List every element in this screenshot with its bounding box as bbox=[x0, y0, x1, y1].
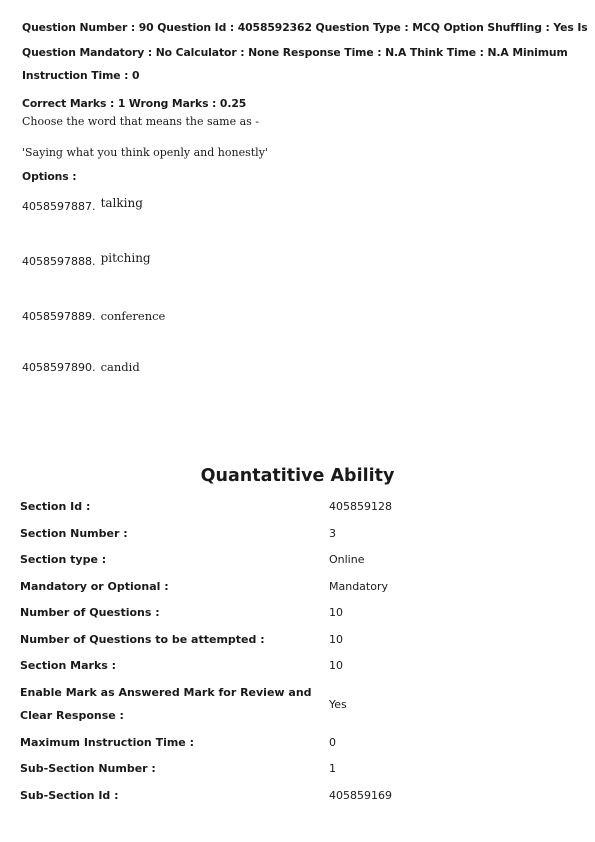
num-questions-value: 10 bbox=[329, 606, 343, 619]
section-marks-value: 10 bbox=[329, 659, 343, 672]
sub-section-id-value: 405859169 bbox=[329, 789, 392, 802]
option-id: 4058597889. bbox=[22, 310, 96, 323]
sub-section-number-value: 1 bbox=[329, 762, 336, 775]
mandatory-value: Mandatory bbox=[329, 580, 389, 593]
section-number-value: 3 bbox=[329, 527, 336, 540]
section-number-label: Section Number : bbox=[20, 527, 128, 540]
option-1[interactable] bbox=[22, 195, 143, 214]
question-marks: Correct Marks : 1 Wrong Marks : 0.25 bbox=[22, 97, 247, 110]
sub-section-id-label: Sub-Section Id : bbox=[20, 789, 119, 802]
option-text: candid bbox=[100, 360, 140, 374]
option-id: 4058597888. bbox=[22, 255, 96, 268]
option-text: talking bbox=[100, 196, 143, 210]
mark-review-label-cont: Clear Response : bbox=[20, 709, 124, 722]
option-3[interactable] bbox=[22, 305, 165, 324]
section-id-label: Section Id : bbox=[20, 500, 91, 513]
num-attempted-label: Number of Questions to be attempted : bbox=[20, 633, 265, 646]
question-header-line-3: Instruction Time : 0 bbox=[22, 69, 140, 82]
question-prompt: Choose the word that means the same as - bbox=[22, 115, 260, 128]
option-text: conference bbox=[100, 309, 166, 323]
mark-review-value: Yes bbox=[329, 698, 347, 711]
section-id-value: 405859128 bbox=[329, 500, 392, 513]
option-text: pitching bbox=[100, 251, 151, 265]
section-marks-label: Section Marks : bbox=[20, 659, 117, 672]
option-id: 4058597890. bbox=[22, 361, 96, 374]
options-label: Options : bbox=[22, 170, 77, 183]
mandatory-label: Mandatory or Optional : bbox=[20, 580, 169, 593]
section-type-label: Section type : bbox=[20, 553, 107, 566]
max-instruction-time-value: 0 bbox=[329, 736, 336, 749]
option-4[interactable] bbox=[22, 356, 140, 375]
option-2[interactable] bbox=[22, 250, 151, 269]
section-type-value: Online bbox=[329, 553, 365, 566]
max-instruction-time-label: Maximum Instruction Time : bbox=[20, 736, 194, 749]
question-header-line-1: Question Number : 90 Question Id : 4058592362 Question Type : MCQ Option Shuffling : Yes Is bbox=[22, 21, 588, 34]
num-questions-label: Number of Questions : bbox=[20, 606, 160, 619]
sub-section-number-label: Sub-Section Number : bbox=[20, 762, 156, 775]
section-title: Quantatitive Ability bbox=[200, 466, 395, 486]
option-id: 4058597887. bbox=[22, 200, 96, 213]
question-header-line-2: Question Mandatory : No Calculator : None Response Time : N.A Think Time : N.A Minimum bbox=[22, 46, 568, 59]
num-attempted-value: 10 bbox=[329, 633, 343, 646]
question-phrase: 'Saying what you think openly and honestly' bbox=[22, 146, 268, 159]
mark-review-label: Enable Mark as Answered Mark for Review and bbox=[20, 686, 312, 699]
